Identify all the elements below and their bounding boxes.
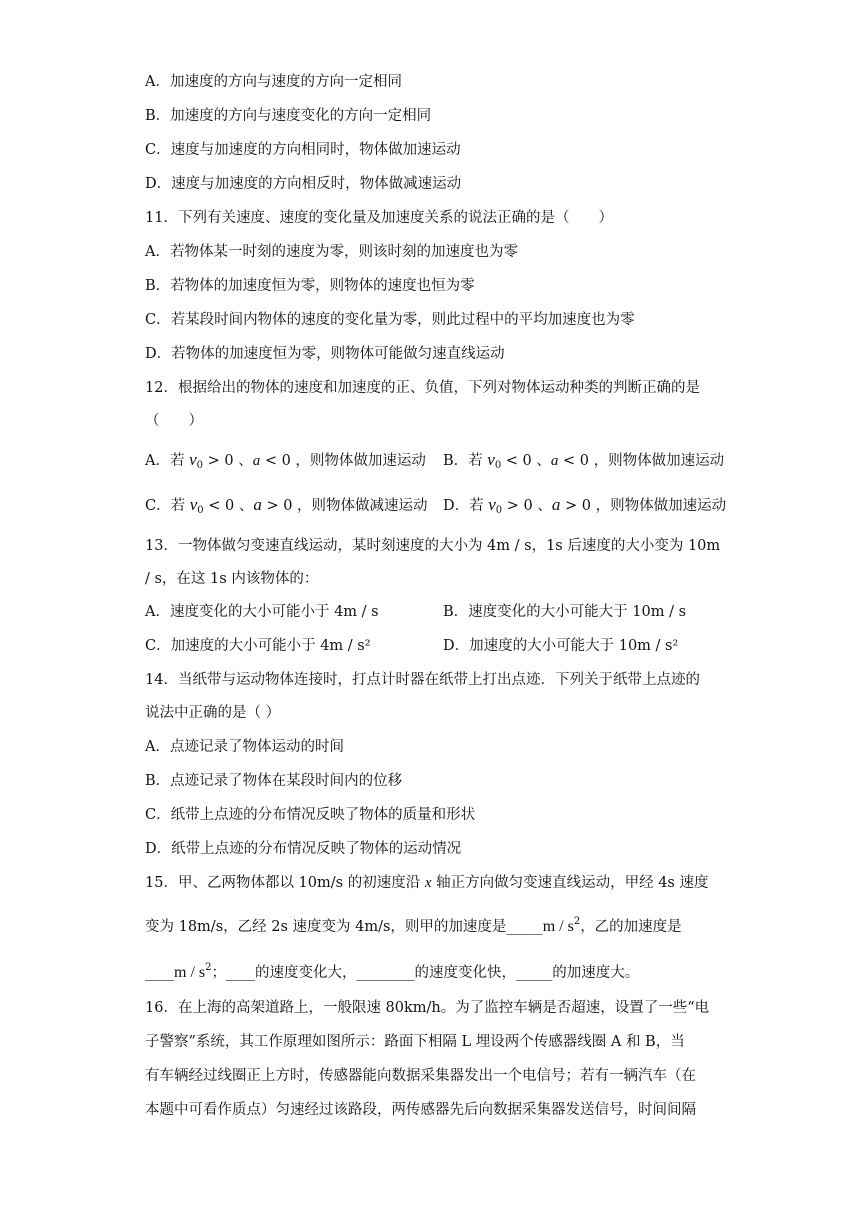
q13-option-c: C．加速度的大小可能小于 4m / s²	[145, 638, 371, 654]
q12-stem-line1: 12．根据给出的物体的速度和加速度的正、负值，下列对物体运动种类的判断正确的是	[145, 380, 700, 396]
q14-option-b: B．点迹记录了物体在某段时间内的位移	[145, 773, 403, 789]
q14-option-d: D．纸带上点迹的分布情况反映了物体的运动情况	[145, 841, 462, 857]
q14-stem-line1: 14．当纸带与运动物体连接时，打点计时器在纸带上打出点迹．下列关于纸带上点迹的	[145, 672, 700, 688]
q10-option-b: B．加速度的方向与速度变化的方向一定相同	[145, 108, 432, 124]
q15-stem-line1: 15．甲、乙两物体都以 10m/s 的初速度沿 x 轴正方向做匀变速直线运动，甲经 4s 速度	[145, 875, 709, 891]
q13-option-d: D．加速度的大小可能大于 10m / s²	[443, 638, 679, 654]
q12-option-b: B．若 $v_0 < 0$ 、a < 0 ，则物体做加速运动	[443, 450, 725, 471]
q15-stem-line2: 变为 18m/s，乙经 2s 速度变为 4m/s，则甲的加速度是_____m / $s^2$，乙的加速度是	[145, 916, 682, 935]
q10-option-d: D．速度与加速度的方向相反时，物体做减速运动	[145, 176, 462, 192]
q15-stem-line3: ____m / $s^2$；____的速度变化大，________的速度变化快，_____的加速度大。	[145, 962, 640, 981]
q11-option-a: A．若物体某一时刻的速度为零，则该时刻的加速度也为零	[145, 244, 518, 260]
q14-stem-line2: 说法中正确的是（ ）	[145, 705, 281, 721]
q12-option-c: C．若 $v_0 < 0$ 、a > 0 ，则物体做减速运动	[145, 495, 428, 516]
q10-option-a: A．加速度的方向与速度的方向一定相同	[145, 74, 402, 90]
q12-option-d: D．若 $v_0 > 0$ 、a > 0 ，则物体做加速运动	[443, 495, 727, 516]
q11-option-d: D．若物体的加速度恒为零，则物体可能做匀速直线运动	[145, 346, 505, 362]
q12-option-a: A．若 $v_0 > 0$ 、a < 0 ，则物体做加速运动	[145, 450, 426, 471]
q11-option-b: B．若物体的加速度恒为零，则物体的速度也恒为零	[145, 278, 475, 294]
q16-stem-line2: 子警察”系统，其工作原理如图所示：路面下相隔 L 埋设两个传感器线圈 A 和 B，当	[145, 1034, 685, 1050]
q13-stem-line1: 13．一物体做匀变速直线运动，某时刻速度的大小为 4m / s，1s 后速度的大小变为 10m	[145, 538, 721, 554]
q16-stem-line1: 16．在上海的高架道路上，一般限速 80km/h。为了监控车辆是否超速，设置了一些“电	[145, 1000, 710, 1016]
q16-stem-line3: 有车辆经过线圈正上方时，传感器能向数据采集器发出一个电信号；若有一辆汽车（在	[145, 1068, 696, 1084]
q16-stem-line4: 本题中可看作质点）匀速经过该路段，两传感器先后向数据采集器发送信号，时间间隔	[145, 1102, 696, 1118]
q14-option-c: C．纸带上点迹的分布情况反映了物体的质量和形状	[145, 807, 476, 823]
q12-stem-line2: （ ）	[145, 413, 203, 429]
q11-option-c: C．若某段时间内物体的速度的变化量为零，则此过程中的平均加速度也为零	[145, 312, 635, 328]
q10-option-c: C．速度与加速度的方向相同时，物体做加速运动	[145, 142, 461, 158]
q13-option-b: B．速度变化的大小可能大于 10m / s	[443, 604, 687, 620]
q13-stem-line2: / s，在这 1s 内该物体的：	[145, 571, 319, 587]
q11-stem: 11．下列有关速度、速度的变化量及加速度关系的说法正确的是（ ）	[145, 210, 613, 226]
q14-option-a: A．点迹记录了物体运动的时间	[145, 739, 344, 755]
q13-option-a: A．速度变化的大小可能小于 4m / s	[145, 604, 379, 620]
